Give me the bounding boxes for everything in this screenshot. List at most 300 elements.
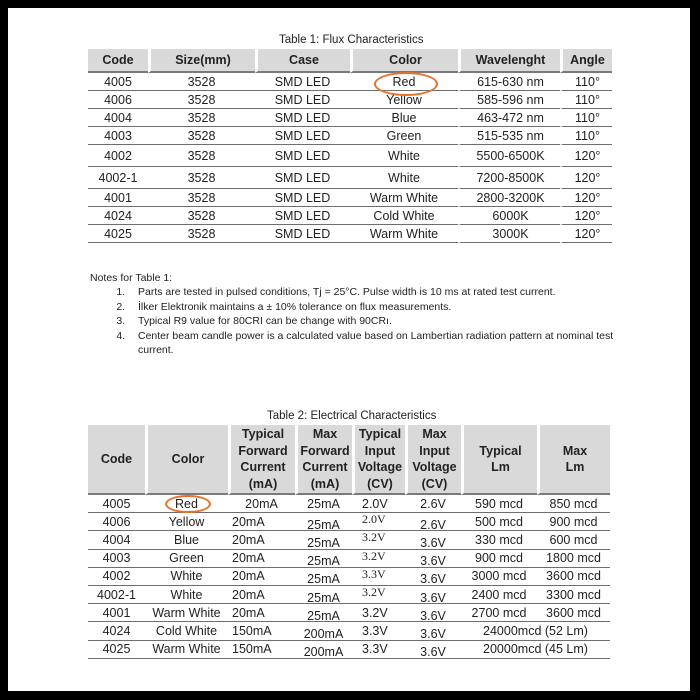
table2-cell-text: 3000 mcd xyxy=(471,569,527,584)
table2-cell-typical-input-voltage xyxy=(352,622,405,640)
table1-cell-size xyxy=(148,127,255,145)
table1-cell-text: Green xyxy=(386,128,422,143)
table1-cell-code xyxy=(88,189,148,207)
table2-row xyxy=(88,568,610,586)
table2-cell-typical-lm xyxy=(461,586,537,604)
table2-cell-text: 4003 xyxy=(102,551,131,566)
table2-cell-typical-lm xyxy=(461,568,537,586)
table1-cell-text: 4002-1 xyxy=(98,170,138,185)
table2-cell-text: 200mA xyxy=(303,645,344,660)
table2-header-line: Forward xyxy=(238,443,288,458)
table1-cell-angle xyxy=(560,189,612,207)
table2-cell-text: 850 mcd xyxy=(549,496,598,511)
table1-notes xyxy=(90,271,630,357)
table2-header-line: Current xyxy=(302,460,348,474)
table2-cell-text: Cold White xyxy=(155,623,218,638)
table1-cell-text: 110° xyxy=(575,110,600,125)
table1-cell-case xyxy=(255,225,350,243)
table1-cell-text: 110° xyxy=(575,128,600,143)
table1-cell-text: 463-472 nm xyxy=(477,110,544,125)
table2-cell-max-forward-current xyxy=(295,531,352,549)
table2-cell-max-lm xyxy=(537,568,610,586)
table2-cell-code xyxy=(88,641,145,659)
table2-cell-typical-lm xyxy=(461,495,537,513)
table2-cell-max-lm xyxy=(537,513,610,531)
table1-cell-text: 7200-8500K xyxy=(476,170,545,185)
table2-cell-text: 600 mcd xyxy=(549,532,598,547)
table1-row xyxy=(88,127,612,145)
table2-cell-max-lm xyxy=(537,495,610,513)
table2-cell-text: 4024 xyxy=(102,623,131,638)
table2-header-max-lm xyxy=(537,425,610,495)
table2-header-line: Lm xyxy=(565,460,585,474)
table1-cell-text: Cold White xyxy=(373,208,435,223)
table1-cell-color xyxy=(350,167,458,189)
table1-cell-text: SMD LED xyxy=(274,226,331,241)
table2-cell-color xyxy=(145,586,228,604)
table2-cell-text: 200mA xyxy=(303,626,344,641)
table1-cell-angle xyxy=(560,127,612,145)
table2-header-line: (CV) xyxy=(421,476,448,491)
table2-header-line: (CV) xyxy=(367,476,393,491)
table2-header-line: Code xyxy=(100,451,133,466)
table1-cell-color xyxy=(350,225,458,243)
table1-cell-code xyxy=(88,207,148,225)
table2-cell-typical-forward-current xyxy=(228,641,295,659)
table1-header-case: Case xyxy=(255,49,350,73)
table1-cell-color xyxy=(350,145,458,167)
table2-cell-max-input-voltage xyxy=(405,513,461,531)
table1-cell-case xyxy=(255,91,350,109)
table2-cell-text: 330 mcd xyxy=(475,532,523,547)
table1-cell-color xyxy=(350,127,458,145)
table1-cell-text: 515-535 nm xyxy=(477,128,544,143)
table2-cell-color xyxy=(145,550,228,568)
table2-cell-text: 3.2V xyxy=(362,605,388,620)
table1-cell-size xyxy=(148,167,255,189)
table2-cell-typical-input-voltage xyxy=(352,495,405,513)
table2-cell-text: 20mA xyxy=(232,605,265,620)
table1-cell-code xyxy=(88,109,148,127)
table1-cell-text: White xyxy=(388,170,420,185)
table2-cell-typical-forward-current xyxy=(228,495,295,513)
table2-cell-text: Blue xyxy=(173,532,200,547)
table1-cell-color xyxy=(350,189,458,207)
table2-header-typical-input-voltage xyxy=(352,425,405,495)
table1-cell-text: 3528 xyxy=(187,208,216,223)
table1-row xyxy=(88,207,612,225)
table2-cell-typical-input-voltage xyxy=(352,550,405,568)
table2-cell-code xyxy=(88,586,145,604)
table1-cell-text: 2800-3200K xyxy=(476,190,545,205)
table2-row xyxy=(88,622,610,640)
table2-title: Table 2: Electrical Characteristics xyxy=(267,410,437,422)
table1-cell-text: 4003 xyxy=(104,128,132,143)
table2-cell-color xyxy=(145,513,228,531)
table1-cell-text: SMD LED xyxy=(274,208,331,223)
table2-cell-text: Warm White xyxy=(152,605,221,620)
table2-cell-text: 3.6V xyxy=(420,626,446,641)
table1-cell-code xyxy=(88,91,148,109)
table2-cell-max-forward-current xyxy=(295,586,352,604)
note-item: 2. İlker Elektronik maintains a ± 10% tolerance on flux measurements. xyxy=(128,300,630,314)
table1-cell-text: 3528 xyxy=(187,226,216,241)
table1-cell-text: SMD LED xyxy=(274,92,331,107)
table2-cell-typical-input-voltage xyxy=(352,586,405,604)
table1-cell-text: 120° xyxy=(574,190,601,205)
table2-row xyxy=(88,604,610,622)
table1-cell-wavelength xyxy=(458,91,560,109)
table1-cell-color xyxy=(350,207,458,225)
table1-cell-text: 3528 xyxy=(187,170,216,185)
table2-cell-text: 24000mcd (52 Lm) xyxy=(483,623,588,638)
table1-row xyxy=(88,73,612,91)
table2-header-line: Typical xyxy=(479,443,522,458)
table2-cell-typical-lm xyxy=(461,604,537,622)
table2-cell-text: 20mA xyxy=(232,551,265,566)
table2-cell-text: 3.6V xyxy=(420,554,446,569)
table2-cell-text: 25mA xyxy=(307,517,340,532)
table1-cell-wavelength xyxy=(458,73,560,91)
table2-row xyxy=(88,495,610,513)
table2-cell-max-lm xyxy=(537,604,610,622)
table1-cell-case xyxy=(255,73,350,91)
table2-cell-text: 2.6V xyxy=(420,517,446,532)
table2-cell-code xyxy=(88,568,145,586)
table2-cell-text: 4004 xyxy=(102,532,131,547)
table1-cell-text: Red xyxy=(392,74,416,89)
table2-row xyxy=(88,641,610,659)
table1-cell-text: 3528 xyxy=(187,190,216,205)
table1-cell-size xyxy=(148,109,255,127)
table2-cell-typical-input-voltage xyxy=(352,641,405,659)
table2-header-line: Input xyxy=(364,443,396,458)
table2-header-line: Lm xyxy=(491,460,510,474)
table2-cell-text: Yellow xyxy=(168,514,205,529)
table2-cell-text: Green xyxy=(169,551,204,566)
table1-cell-text: 4005 xyxy=(104,74,132,89)
table1-header-color: Color xyxy=(350,49,458,73)
table2-header-line: (mA) xyxy=(248,476,278,491)
table1-cell-code xyxy=(88,167,148,189)
table2-cell-text: 3600 mcd xyxy=(546,605,601,620)
table2-cell-color xyxy=(145,604,228,622)
table2-cell-color xyxy=(145,495,228,513)
table1-cell-text: 120° xyxy=(574,148,601,163)
table2-header-typical-lm xyxy=(461,425,537,495)
table2-cell-code xyxy=(88,495,145,513)
table2-cell-typical-forward-current xyxy=(228,586,295,604)
table1-cell-text: Yellow xyxy=(386,92,422,107)
table1-cell-text: 3000K xyxy=(492,226,529,241)
table2-cell-text: 20mA xyxy=(232,569,265,584)
table1-cell-text: SMD LED xyxy=(274,170,331,185)
table1-cell-angle xyxy=(560,145,612,167)
table2-cell-max-forward-current xyxy=(295,550,352,568)
table1-row xyxy=(88,225,612,243)
table1-cell-angle xyxy=(560,207,612,225)
table1-cell-size xyxy=(148,91,255,109)
table2-cell-text: Red xyxy=(175,496,198,511)
table2-header-code xyxy=(88,425,145,495)
table2-cell-color xyxy=(145,531,228,549)
table1-cell-color xyxy=(350,109,458,127)
note-item: 3. Typical R9 value for 80CRI can be change with 90CRı. xyxy=(128,314,630,328)
table2-cell-text: 20mA xyxy=(245,496,278,511)
electrical-characteristics-table xyxy=(88,425,610,659)
table2-cell-max-forward-current xyxy=(295,568,352,586)
table1-cell-text: 120° xyxy=(574,208,601,223)
table2-cell-max-forward-current xyxy=(295,622,352,640)
table2-header-line: Forward xyxy=(300,443,350,458)
table1-cell-code xyxy=(88,73,148,91)
table2-row xyxy=(88,531,610,549)
document-page xyxy=(8,8,690,691)
table1-row xyxy=(88,189,612,207)
table1-cell-text: 585-596 nm xyxy=(477,92,544,107)
table2-cell-text: 900 mcd xyxy=(475,551,523,566)
flux-characteristics-table xyxy=(88,49,612,243)
table2-cell-text: 25mA xyxy=(307,590,340,605)
table1-cell-code xyxy=(88,127,148,145)
table1-cell-text: 3528 xyxy=(187,110,216,125)
table2-cell-max-forward-current xyxy=(295,641,352,659)
table1-cell-text: SMD LED xyxy=(274,148,331,163)
table2-cell-text: 3.3V xyxy=(362,642,388,657)
table1-row xyxy=(88,109,612,127)
table1-cell-text: 4004 xyxy=(104,110,132,125)
table1-cell-text: Blue xyxy=(391,110,417,125)
table2-cell-text: 3.6V xyxy=(420,645,446,660)
table2-cell-typical-forward-current xyxy=(228,550,295,568)
table2-cell-lm-combined xyxy=(461,641,610,659)
table2-cell-text: 20mA xyxy=(232,532,265,547)
table1-cell-text: SMD LED xyxy=(274,110,331,125)
table2-cell-text: 25mA xyxy=(307,572,340,587)
table2-cell-text: 3.2V xyxy=(362,585,386,600)
table2-cell-text: 3.6V xyxy=(420,535,446,550)
table2-cell-text: 500 mcd xyxy=(475,514,523,529)
table2-cell-text: 3.6V xyxy=(420,590,446,605)
table1-cell-text: SMD LED xyxy=(274,128,331,143)
table2-cell-text: 25mA xyxy=(307,554,340,569)
table2-cell-text: Warm White xyxy=(152,642,221,657)
table2-cell-color xyxy=(145,568,228,586)
table1-cell-text: 4001 xyxy=(104,190,132,205)
table1-cell-text: 3528 xyxy=(187,148,216,163)
table2-cell-text: 2.6V xyxy=(420,496,446,511)
table2-cell-max-forward-current xyxy=(295,495,352,513)
table1-cell-color xyxy=(350,73,458,91)
table1-row xyxy=(88,167,612,189)
table1-cell-code xyxy=(88,225,148,243)
table1-cell-case xyxy=(255,145,350,167)
table2-cell-max-input-voltage xyxy=(405,550,461,568)
table2-cell-typical-forward-current xyxy=(228,568,295,586)
table1-row xyxy=(88,91,612,109)
table2-cell-text: 590 mcd xyxy=(475,496,523,511)
table2-cell-typical-forward-current xyxy=(228,531,295,549)
table1-row xyxy=(88,145,612,167)
table2-cell-max-lm xyxy=(537,586,610,604)
table2-cell-text: 150mA xyxy=(232,642,272,657)
table2-cell-text: 3.3V xyxy=(362,566,386,581)
table2-cell-lm-combined xyxy=(461,622,610,640)
table2-cell-text: White xyxy=(170,587,203,602)
table2-header-line: (mA) xyxy=(310,476,340,491)
table2-header-line: Voltage xyxy=(357,460,403,474)
table1-cell-color xyxy=(350,91,458,109)
table2-header-line: Max xyxy=(422,427,447,441)
table1-cell-case xyxy=(255,127,350,145)
table2-header-line: Input xyxy=(419,443,450,458)
table2-header-max-input-voltage xyxy=(405,425,461,495)
table1-cell-text: 6000K xyxy=(492,208,529,223)
table1-cell-text: 615-630 nm xyxy=(477,74,544,89)
table1-cell-angle xyxy=(560,167,612,189)
table2-cell-text: 4025 xyxy=(102,642,131,657)
table1-cell-size xyxy=(148,73,255,91)
table1-cell-text: 4002 xyxy=(104,148,132,163)
table2-cell-max-input-voltage xyxy=(405,531,461,549)
table1-cell-wavelength xyxy=(458,167,560,189)
table1-cell-case xyxy=(255,207,350,225)
table2-cell-text: 4005 xyxy=(102,496,131,511)
table2-cell-code xyxy=(88,550,145,568)
table2-cell-max-input-voltage xyxy=(405,568,461,586)
table1-cell-wavelength xyxy=(458,225,560,243)
table1-cell-angle xyxy=(560,73,612,91)
note-item: 1. Parts are tested in pulsed conditions, Tj = 25°C. Pulse width is 10 ms at rated test current. xyxy=(128,285,630,299)
table2-header-color xyxy=(145,425,228,495)
table1-header-code: Code xyxy=(88,49,148,73)
table2-cell-text: 25mA xyxy=(307,535,340,550)
table2-cell-text: 2400 mcd xyxy=(471,587,527,602)
table2-cell-code xyxy=(88,604,145,622)
table2-cell-text: 3300 mcd xyxy=(546,587,601,602)
table1-cell-wavelength xyxy=(458,145,560,167)
note-item: 4. Center beam candle power is a calculated value based on Lambertian radiation pattern at nominal test current. xyxy=(128,329,630,358)
table2-header-max-forward-current xyxy=(295,425,352,495)
table1-cell-size xyxy=(148,225,255,243)
table2-cell-typical-lm xyxy=(461,513,537,531)
table2-cell-color xyxy=(145,641,228,659)
table2-cell-max-input-voltage xyxy=(405,622,461,640)
table2-cell-typical-lm xyxy=(461,531,537,549)
table1-cell-text: White xyxy=(388,148,420,163)
table2-cell-typical-input-voltage xyxy=(352,604,405,622)
table2-cell-code xyxy=(88,513,145,531)
table2-header-line: Typical xyxy=(241,427,285,441)
table1-cell-angle xyxy=(560,109,612,127)
table2-cell-text: 4001 xyxy=(102,605,131,620)
table1-cell-text: 5500-6500K xyxy=(476,148,545,163)
table2-row xyxy=(88,513,610,531)
table2-cell-max-input-voltage xyxy=(405,641,461,659)
table1-header-angle: Angle xyxy=(560,49,612,73)
table2-cell-typical-input-voltage xyxy=(352,513,405,531)
table2-cell-text: 25mA xyxy=(307,608,340,623)
table2-cell-max-forward-current xyxy=(295,513,352,531)
notes-title: Notes for Table 1: xyxy=(90,272,173,284)
table1-cell-text: 3528 xyxy=(187,92,216,107)
table2-header-line: Current xyxy=(240,460,286,474)
table1-cell-text: Warm White xyxy=(369,190,439,205)
table1-cell-case xyxy=(255,167,350,189)
table1-cell-angle xyxy=(560,91,612,109)
table2-header-line: Voltage xyxy=(412,460,457,474)
table2-cell-max-forward-current xyxy=(295,604,352,622)
table2-header-row xyxy=(88,425,610,495)
table2-cell-text: 3.6V xyxy=(420,608,446,623)
table1-cell-wavelength xyxy=(458,127,560,145)
table2-cell-typical-forward-current xyxy=(228,622,295,640)
table2-cell-text: 2700 mcd xyxy=(471,605,527,620)
table1-cell-size xyxy=(148,189,255,207)
table2-cell-max-lm xyxy=(537,531,610,549)
table2-cell-typical-forward-current xyxy=(228,513,295,531)
table2-row xyxy=(88,586,610,604)
table2-cell-text: 25mA xyxy=(307,496,340,511)
table1-cell-size xyxy=(148,145,255,167)
table2-cell-text: 1800 mcd xyxy=(546,551,601,566)
table2-cell-text: 900 mcd xyxy=(549,514,598,529)
table2-cell-text: 150mA xyxy=(232,623,272,638)
table2-header-line: Max xyxy=(562,443,588,458)
table1-cell-case xyxy=(255,109,350,127)
table1-cell-text: 4006 xyxy=(104,92,132,107)
table1-cell-text: SMD LED xyxy=(274,74,331,89)
table2-cell-text: 3.2V xyxy=(362,548,386,563)
table2-header-line: Typical xyxy=(358,427,402,441)
table1-header-size: Size(mm) xyxy=(148,49,255,73)
table1-cell-case xyxy=(255,189,350,207)
table1-cell-text: 4025 xyxy=(104,226,132,241)
table1-cell-text: 120° xyxy=(574,170,601,185)
table1-cell-size xyxy=(148,207,255,225)
table2-row xyxy=(88,550,610,568)
table2-cell-text: 4006 xyxy=(102,514,131,529)
table2-header-typical-forward-current xyxy=(228,425,295,495)
table2-cell-text: 3.3V xyxy=(362,623,388,638)
table1-header-wavelength: Wavelenght xyxy=(458,49,560,73)
table2-cell-text: White xyxy=(170,569,203,584)
table2-cell-text: 20mA xyxy=(232,587,265,602)
table2-cell-text: 3600 mcd xyxy=(546,569,601,584)
table2-cell-color xyxy=(145,622,228,640)
table2-cell-text: 2.0V xyxy=(362,496,388,511)
table2-cell-code xyxy=(88,622,145,640)
table2-cell-max-input-voltage xyxy=(405,586,461,604)
table2-cell-code xyxy=(88,531,145,549)
table1-cell-text: 4024 xyxy=(104,208,132,223)
table1-cell-text: 110° xyxy=(575,92,600,107)
table2-cell-text: 2.0V xyxy=(362,512,386,527)
table2-cell-text: 4002-1 xyxy=(97,587,136,602)
table1-cell-wavelength xyxy=(458,189,560,207)
table2-cell-text: 4002 xyxy=(102,569,131,584)
table1-cell-text: SMD LED xyxy=(274,190,331,205)
table2-cell-text: 20000mcd (45 Lm) xyxy=(483,642,588,657)
table2-cell-max-input-voltage xyxy=(405,604,461,622)
table2-header-line: Max xyxy=(312,427,338,441)
table1-cell-text: 3528 xyxy=(187,128,216,143)
table1-cell-angle xyxy=(560,225,612,243)
notes-list xyxy=(90,285,630,357)
table1-cell-text: 3528 xyxy=(187,74,216,89)
table1-header-row xyxy=(88,49,612,73)
table1-cell-text: Warm White xyxy=(369,226,439,241)
